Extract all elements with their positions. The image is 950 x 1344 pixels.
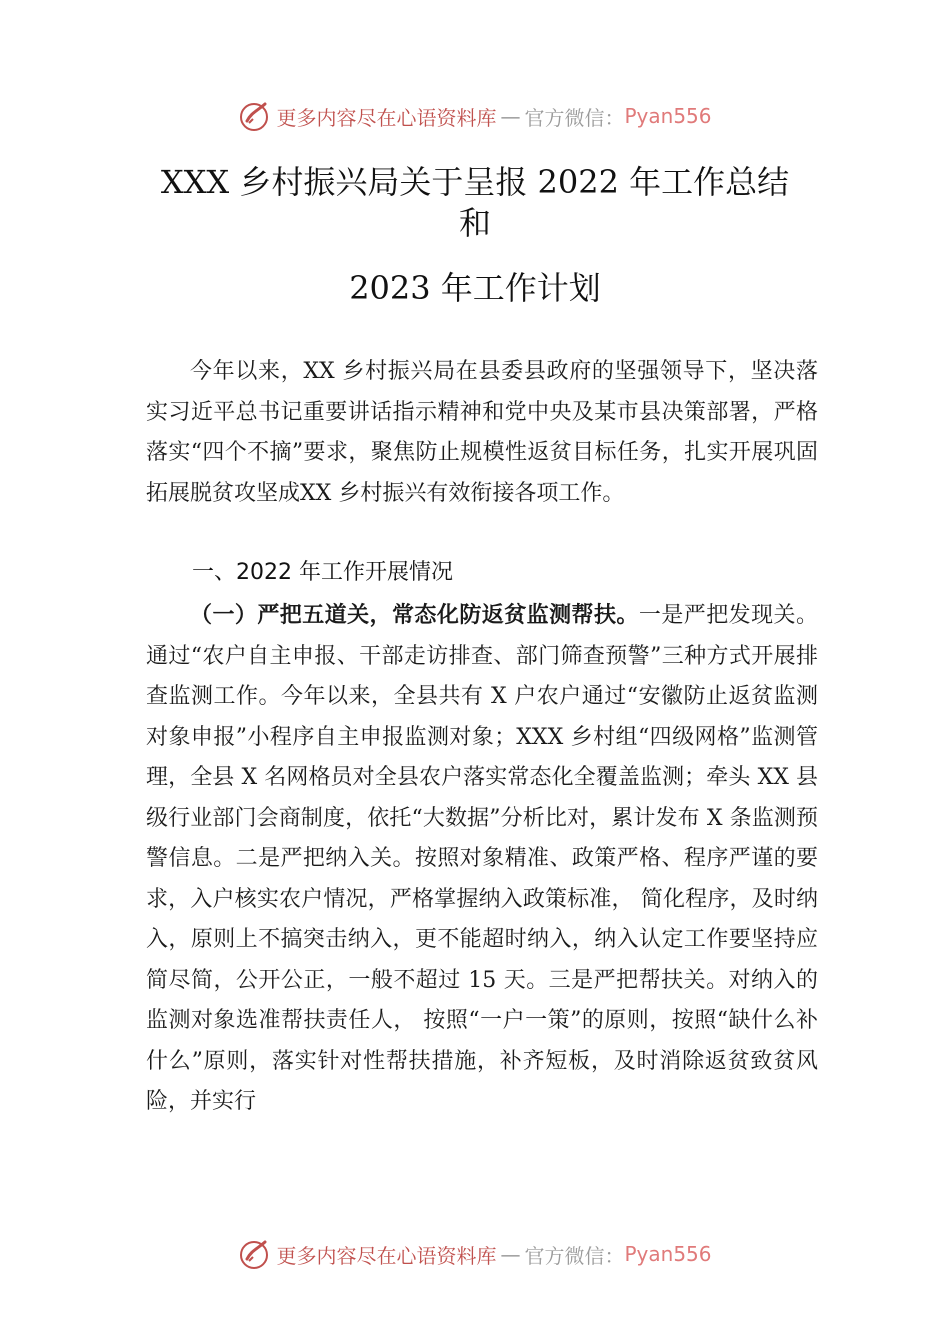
brush-logo-icon (238, 1237, 272, 1271)
watermark-wechat-id: Pyan556 (624, 1242, 712, 1266)
subsection-paragraph (146, 595, 818, 1123)
brush-logo-icon (238, 99, 272, 133)
watermark-header (0, 96, 950, 136)
document-title-line2: 和 (458, 204, 491, 242)
watermark-site-text: 更多内容尽在心语资料库 (276, 105, 497, 130)
watermark-wechat-label: 官方微信： (524, 1243, 625, 1268)
intro-paragraph-block (146, 352, 818, 514)
document-title-line1: XXX 乡村振兴局关于呈报 2022 年工作总结 (160, 163, 790, 201)
subsection-heading: （一）严把五道关，常态化防返贫监测帮扶。 (190, 602, 639, 628)
watermark-separator: — (500, 104, 521, 128)
subsection-body: 一是严把发现关。通过“农户自主申报、干部走访排查、部门筛查预警”三种方式开展排查监测工作。今年以来，全县共有 X 户农户通过“安徽防止返贫监测对象申报”小程序自主申报监测对象；XXX 乡村组“四级网格”监测管理，全县 X 名网格员对全县农户落实常态化全覆盖监测；牵头 XX 县级行业部门会商制度，依托“大数据”分析比对，累计发布 X 条监测预警信息。二是严把纳入关。按照对象精准、政策严格、程序严谨的要求，入户核实农户情况，严格掌握纳入政策标准， 简化程序，及时纳入，原则上不搞突击纳入，更不能超时纳入，纳入认定工作要坚持应简尽简，公开公正，一般不超过 15 天。三是严把帮扶关。对纳入的监测对象选准帮扶责任人， 按照“一户一策”的原则，按照“缺什么补什么”原则，落实针对性帮扶措施，补齐短板，及时消除返贫致贫风险，并实行 (146, 603, 818, 1114)
watermark-wechat-id: Pyan556 (624, 104, 712, 128)
watermark-wechat-label: 官方微信： (524, 105, 625, 130)
subsection-paragraph-block (146, 595, 818, 1123)
watermark-separator: — (500, 1242, 521, 1266)
watermark-footer (0, 1234, 950, 1274)
document-title-line3: 2023 年工作计划 (349, 269, 601, 307)
watermark-site-text: 更多内容尽在心语资料库 (276, 1243, 497, 1268)
intro-paragraph: 今年以来，XX 乡村振兴局在县委县政府的坚强领导下，坚决落实习近平总书记重要讲话指示精神和党中央及某市县决策部署，严格落实“四个不摘”要求，聚焦防止规模性返贫目标任务，扎实开展巩固拓展脱贫攻坚成XX 乡村振兴有效衔接各项工作。 (146, 359, 818, 506)
section-heading: 一、2022 年工作开展情况 (192, 560, 453, 585)
